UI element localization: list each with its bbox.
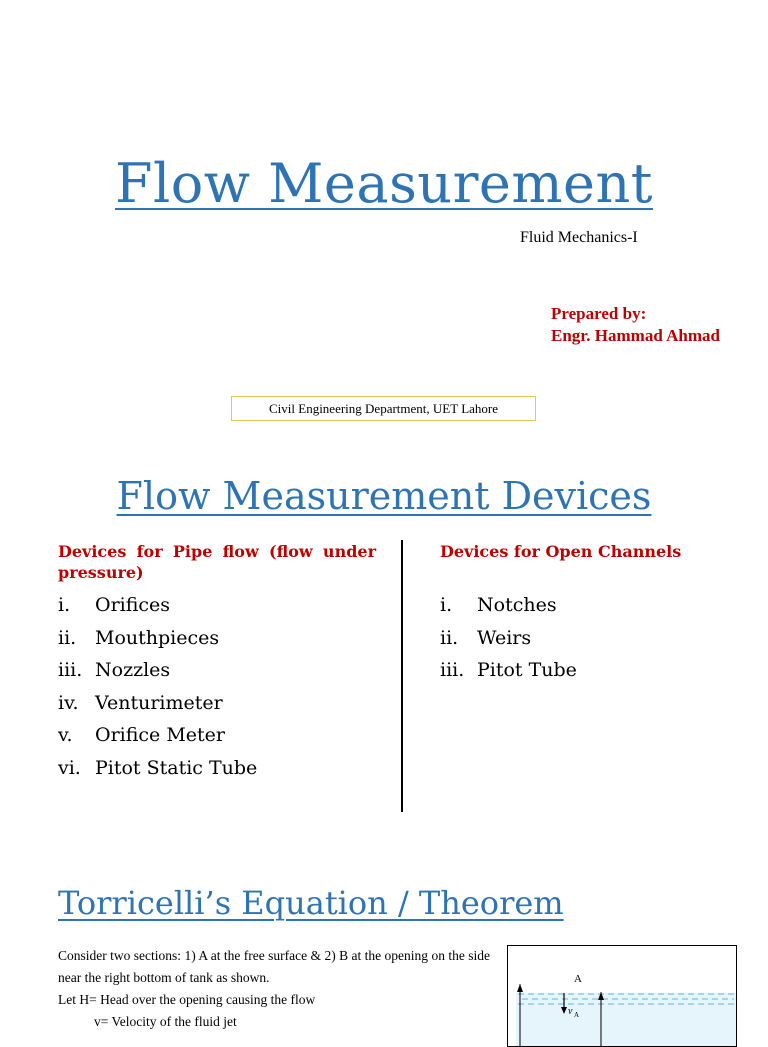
list-item — [58, 654, 257, 687]
water-body — [516, 993, 736, 1046]
item-number: vi. — [58, 756, 81, 779]
list-item — [58, 752, 257, 785]
list-item — [440, 654, 577, 687]
item-label: Orifice Meter — [95, 724, 225, 746]
open-channels-heading: Devices for Open Channels — [440, 542, 682, 561]
item-number: v. — [58, 724, 73, 746]
label-va-sub: A — [574, 1011, 580, 1019]
course-name: Fluid Mechanics-I — [520, 229, 638, 246]
item-label: Mouthpieces — [95, 626, 220, 649]
department-box: Civil Engineering Department, UET Lahore — [231, 396, 536, 421]
item-label: Pitot Tube — [477, 659, 577, 681]
dimension-arrow-icon — [517, 984, 523, 992]
label-a: A — [574, 973, 582, 985]
list-item — [440, 589, 577, 622]
pipe-flow-device-list — [58, 589, 257, 784]
item-label: Pitot Static Tube — [95, 756, 258, 779]
item-number: iii. — [440, 659, 465, 681]
list-item — [58, 622, 257, 655]
torricelli-text — [58, 945, 490, 1033]
devices-section-title: Flow Measurement Devices — [116, 474, 652, 518]
item-number: ii. — [58, 626, 77, 649]
item-number: ii. — [440, 626, 459, 649]
item-label: Nozzles — [95, 659, 171, 681]
author-name: Engr. Hammad Ahmad — [551, 326, 720, 345]
tank-diagram — [508, 946, 736, 1046]
list-item — [58, 589, 257, 622]
item-number: i. — [58, 594, 71, 616]
item-number: i. — [440, 594, 453, 616]
pipe-flow-heading: Devices for Pipe flow (flow under pressure) — [58, 542, 376, 582]
prepared-by-label: Prepared by: — [551, 304, 647, 323]
item-label: Weirs — [477, 626, 532, 649]
list-item — [440, 622, 577, 655]
item-number: iv. — [58, 691, 79, 714]
prepared-by-block — [551, 303, 720, 347]
list-item — [58, 719, 257, 752]
torricelli-paragraph-3: v= Velocity of the fluid jet — [94, 1014, 237, 1029]
tank-figure — [507, 945, 737, 1047]
item-label: Venturimeter — [95, 691, 223, 714]
torricelli-title: Torricelli’s Equation / Theorem — [58, 884, 564, 922]
torricelli-paragraph-1: Consider two sections: 1) A at the free surface & 2) B at the opening on the side near the right bottom of tank as shown. — [58, 948, 490, 985]
torricelli-paragraph-2: Let H= Head over the opening causing the flow — [58, 992, 316, 1007]
column-divider — [401, 540, 403, 812]
list-item — [58, 687, 257, 720]
page-title: Flow Measurement — [115, 152, 653, 215]
item-label: Notches — [477, 594, 557, 616]
label-va: v — [568, 1006, 573, 1017]
open-channel-device-list — [440, 589, 577, 687]
item-number: iii. — [58, 659, 83, 681]
item-label: Orifices — [95, 594, 171, 616]
